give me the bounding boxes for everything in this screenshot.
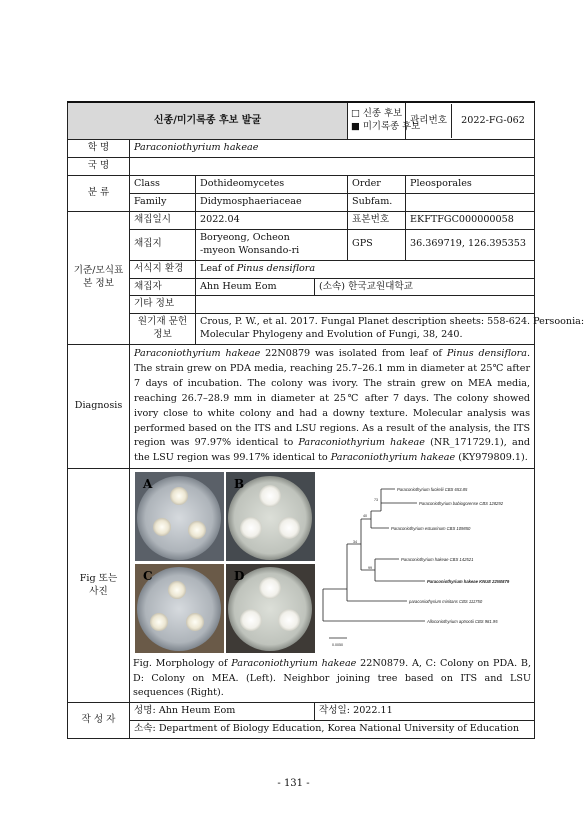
collection-site-value: [196, 229, 348, 260]
figure-label: [68, 469, 130, 703]
diagnosis-text-4: (KY979809.1).: [455, 452, 528, 464]
scientific-name-value: Paraconiothyrium hakeae: [130, 140, 535, 158]
gps-value: 36.369719, 126.395353: [406, 229, 535, 260]
specimen-label-line2: 본 정보: [83, 278, 114, 289]
collection-site-label: 채집지: [130, 229, 196, 260]
classification-row-1: [68, 175, 535, 193]
collector-row: [68, 278, 535, 296]
author-name: [130, 703, 315, 721]
order-value: Pleosporales: [406, 175, 535, 193]
colony-plates: [135, 472, 315, 654]
candidate-form-table: [67, 101, 585, 739]
tree-tip-2: Paraconiothyrium babiogorense CBS 128292: [419, 501, 504, 507]
figure-row: [68, 469, 535, 703]
panel-label-b: B: [234, 477, 245, 492]
diagnosis-text-3: (NR_171729.1), and the LSU region was 99.17% identical to: [134, 437, 531, 464]
candidate-type-options: [348, 102, 421, 140]
habitat-label: 서식지 환경: [130, 260, 196, 278]
scientific-name-row: [68, 140, 535, 158]
habitat-row: [68, 260, 535, 278]
panel-label-c: C: [143, 569, 153, 584]
author-date: [315, 703, 535, 721]
reference-text: [196, 314, 585, 345]
diagnosis-label: Diagnosis: [68, 345, 130, 469]
diagnosis-host: Pinus densiflora: [446, 348, 527, 360]
caption-text: 22N0879. A, C: Colony on PDA. B, D: Colony on MEA. (Left). Neighbor joining tree based on ITS and LSU sequences (Right).: [133, 658, 532, 698]
collection-date-label: 채집일시: [130, 211, 196, 229]
tree-tips: [391, 487, 510, 624]
diagnosis-species: Paraconiothyrium hakeae: [134, 348, 261, 360]
order-label: Order: [348, 175, 406, 193]
diagnosis-text-1: 22N0879 was isolated from leaf of: [260, 348, 447, 360]
diagnosis-species-3: Paraconiothyrium hakeae: [330, 452, 456, 464]
habitat-species: Pinus densiflora: [236, 262, 316, 274]
mgmt-label: 관리번호: [406, 104, 452, 138]
tree-scale-bar: [329, 638, 347, 647]
specimen-date-row: [68, 211, 535, 229]
management-number-cell: [406, 102, 535, 140]
habitat-prefix: Leaf of: [200, 262, 237, 274]
reference-label: [130, 314, 196, 345]
author-affiliation-value: Department of Biology Education, Korea National University of Education: [158, 723, 520, 735]
specimen-info-label: [68, 211, 130, 345]
specimen-number-value: EKFTFGC000000058: [406, 211, 535, 229]
diagnosis-text-2: . The strain grew on PDA media, reaching 25.7–26.1 mm in diameter at 25℃ after 7 days of incubation. The colony was ivory. The strain grew on MEA media, reaching 26.7–28.9 mm in diameter at 25℃ after 7 days. The colony showed ivory close to white colony and had a downy texture. Molecular analysis was performed based on the ITS and LSU regions. As a result of the analysis, the ITS region was 97.97% identical to: [134, 348, 531, 449]
option-unrecorded-species: ■ 미기록종 후보: [351, 121, 421, 132]
collector-value: Ahn Heum Eom: [196, 278, 315, 296]
collector-affiliation: (소속) 한국교원대학교: [315, 278, 535, 296]
diagnosis-species-2: Paraconiothyrium hakeae: [298, 437, 425, 449]
tree-tip-6: paraconiothyrium minitans CBS 111750: [409, 599, 483, 605]
figure-images: [133, 469, 531, 657]
figure-label-line2: 사진: [89, 585, 108, 597]
gps-label: GPS: [348, 229, 406, 260]
korean-name-label: 국 명: [68, 157, 130, 175]
option-new-species: □ 신종 후보: [351, 108, 403, 120]
figure-cell: [130, 469, 535, 703]
family-value: Didymosphaeriaceae: [196, 193, 348, 211]
author-name-value: Ahn Heum Eom: [158, 705, 236, 717]
site-line2: -myeon Wonsando-ri: [200, 244, 300, 256]
korean-name-row: [68, 157, 535, 175]
author-row-1: [68, 703, 535, 721]
specimen-label-line1: 기준/모식표: [73, 265, 124, 277]
other-info-row: [68, 296, 535, 314]
class-label: Class: [130, 175, 196, 193]
bootstrap-3: 34: [353, 540, 357, 545]
class-value: Dothideomycetes: [196, 175, 348, 193]
scale-label: 0.0050: [332, 643, 343, 648]
figure-label-line1: Fig 또는: [79, 572, 118, 584]
author-affiliation-label: 소속:: [134, 723, 159, 735]
classification-row-2: [68, 193, 535, 211]
reference-line2: Molecular Phylogeny and Evolution of Fungi, 38, 240.: [200, 329, 463, 341]
other-info-value: [196, 296, 535, 314]
reference-label-line2: 정보: [153, 329, 172, 341]
plate-a-photo: [135, 472, 224, 561]
form-title: 신종/미기록종 후보 발굴: [68, 102, 348, 140]
tree-tip-3: Paraconiothyrium estuarinum CBS 109850: [391, 526, 471, 532]
plate-d-photo: [226, 564, 315, 653]
bootstrap-4: 99: [368, 566, 372, 571]
site-line1: Boryeong, Ocheon: [200, 231, 290, 243]
tree-bootstrap: [353, 498, 378, 570]
page-number: - 131 -: [277, 778, 310, 789]
panel-label-d: D: [234, 569, 245, 584]
author-name-label: 성명:: [134, 705, 159, 717]
caption-species: Paraconiothyrium hakeae: [231, 658, 357, 670]
specimen-number-label: 표본번호: [348, 211, 406, 229]
phylogenetic-tree: [317, 471, 542, 651]
diagnosis-row: [68, 345, 535, 469]
classification-label: 분 류: [68, 175, 130, 211]
reference-label-line1: 원기재 문헌: [137, 316, 188, 328]
header-row: [68, 102, 535, 140]
author-row-2: [68, 721, 535, 739]
diagnosis-text: [130, 345, 535, 469]
collection-date-value: 2022.04: [196, 211, 348, 229]
plate-b-photo: [226, 472, 315, 561]
bootstrap-1: 73: [374, 498, 378, 503]
collector-label: 채집자: [130, 278, 196, 296]
author-date-value: 2022.11: [353, 705, 393, 717]
author-affiliation: [130, 721, 535, 739]
panel-label-a: A: [143, 477, 153, 492]
caption-prefix: Fig. Morphology of: [133, 658, 232, 670]
other-info-label: 기타 정보: [130, 296, 196, 314]
family-label: Family: [130, 193, 196, 211]
figure-caption: [133, 657, 531, 700]
reference-line1: Crous, P. W., et al. 2017. Fungal Planet description sheets: 558-624. Persoonia:: [200, 316, 585, 328]
tree-tip-4: Paraconiothyrium hakeae CBS 142521: [401, 557, 474, 563]
subfamily-label: Subfam.: [348, 193, 406, 211]
collection-site-row: [68, 229, 535, 260]
plate-c-photo: [135, 564, 224, 653]
tree-tip-7: Alloconiothyrium aptrootii CBS 981.95: [427, 619, 498, 625]
habitat-value: [196, 260, 535, 278]
tree-tip-5: Paraconiothyrium hakeae KNUE 22N0879: [427, 579, 510, 585]
subfamily-value: [406, 193, 535, 211]
scientific-name-label: 학 명: [68, 140, 130, 158]
korean-name-value: [130, 157, 535, 175]
author-label: 작 성 자: [68, 703, 130, 739]
bootstrap-2: 40: [363, 514, 367, 519]
reference-row: [68, 314, 535, 345]
mgmt-number: 2022-FG-062: [461, 114, 525, 126]
tree-tip-1: Paraconiothyrium fuckelii CBS 653.85: [397, 487, 468, 493]
author-date-label: 작성일:: [319, 705, 354, 717]
